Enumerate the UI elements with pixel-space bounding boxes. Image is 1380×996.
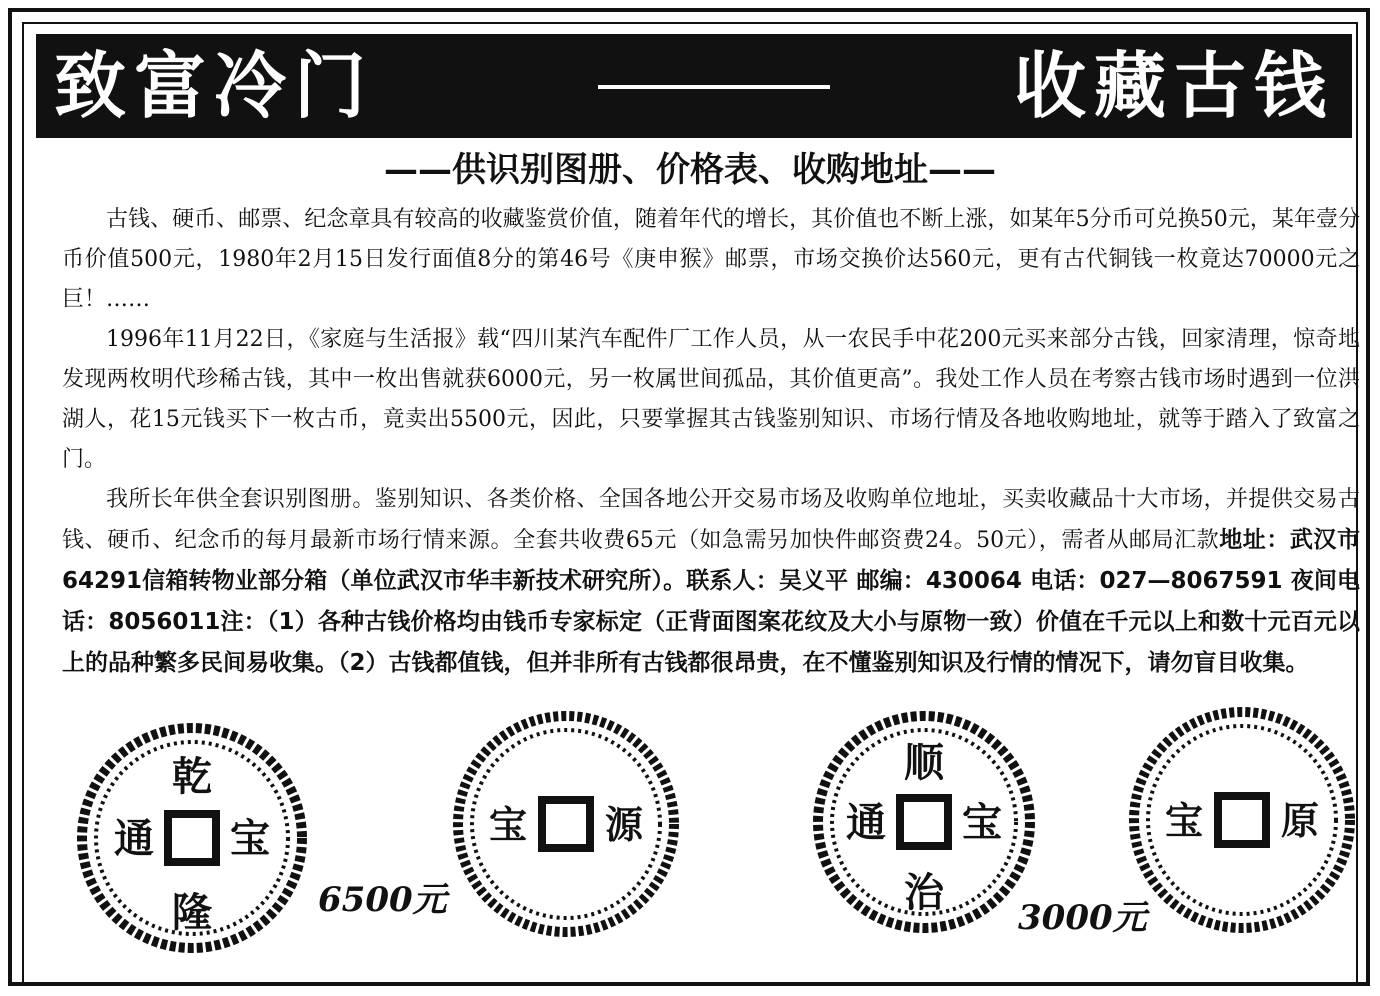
- svg-text:顺: 顺: [904, 739, 944, 786]
- paragraph-3: [62, 480, 1360, 684]
- paragraph-2: 1996年11月22日，《家庭与生活报》载“四川某汽车配件厂工作人员，从一农民手中花200元买来部分古钱，回家清理，惊奇地发现两枚明代珍稀古钱，其中一枚出售就获6000元，另一枚属世间孤品，其价值更高”。我处工作人员在考察古钱市场时遇到一位洪湖人，花15元钱买下一枚古币，竟卖出5500元，因此，只要掌握其古钱鉴别知识、市场行情及各地收购地址，就等于踏入了致富之门。: [62, 327, 1360, 472]
- svg-text:通: 通: [846, 799, 886, 846]
- price-label-2: 3000元: [1018, 898, 1147, 938]
- svg-text:原: 原: [1280, 798, 1320, 843]
- svg-text:宝: 宝: [962, 799, 1002, 846]
- coin-2-front-image: [808, 706, 1040, 938]
- svg-text:宝: 宝: [488, 802, 528, 847]
- svg-text:宝: 宝: [1164, 798, 1204, 843]
- subtitle: ——供识别图册、价格表、收购地址——: [384, 150, 996, 190]
- coin-1-back-image: [448, 706, 684, 942]
- svg-text:隆: 隆: [172, 889, 212, 936]
- paragraph-3-normal: 我所长年供全套识别图册。鉴别知识、各类价格、全国各地公开交易市场及收购单位地址，买卖收藏品十大市场，并提供交易古钱、硬币、纪念币的每月最新市场行情来源。全套共收费65元（如急需另加快件邮资费24。50元），需者从邮局汇款: [62, 487, 1360, 553]
- headline-right: 收藏古钱: [1013, 44, 1334, 128]
- coin-2-back-image: [1124, 702, 1360, 938]
- headline-banner: [36, 34, 1352, 138]
- headline-dash: [598, 85, 830, 89]
- headline-left: 致富冷门: [54, 44, 375, 128]
- article-body: [62, 200, 1360, 684]
- contact-and-notes: 地址：武汉市64291信箱转物业部分箱（单位武汉市华丰新技术研究所）。联系人：吴义平 邮编：430064 电话：027—8067591 夜间电话：8056011注：（1）各种古钱价格均由钱币专家标定（正背面图案花纹及大小与原物一致）价值在千元以上和数十元百元以上的品种繁多民间易收集。（2）古钱都值钱，但并非所有古钱都很昂贵，在不懂鉴别知识及行情的情况下，请勿盲目收集。: [62, 527, 1360, 676]
- svg-text:乾: 乾: [172, 753, 212, 800]
- svg-text:宝: 宝: [230, 815, 270, 862]
- coin-illustrations: [0, 690, 1380, 980]
- price-label-1: 6500元: [318, 880, 447, 920]
- svg-text:通: 通: [114, 815, 154, 862]
- paragraph-1: 古钱、硬币、邮票、纪念章具有较高的收藏鉴赏价值，随着年代的增长，其价值也不断上涨，如某年5分币可兑换50元，某年壹分币价值500元，1980年2月15日发行面值8分的第46号《庚申猴》邮票，市场交换价达560元，更有古代铜钱一枚竟达70000元之巨！……: [62, 207, 1360, 312]
- svg-text:治: 治: [904, 869, 944, 916]
- svg-text:源: 源: [604, 802, 644, 847]
- coin-1-front-image: [72, 718, 312, 958]
